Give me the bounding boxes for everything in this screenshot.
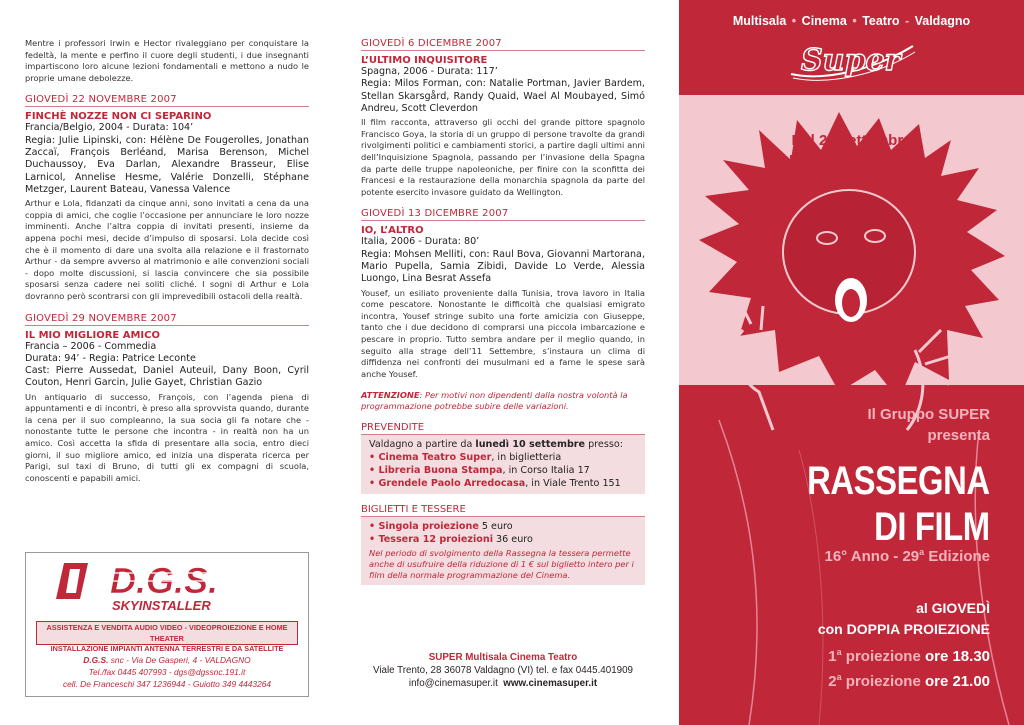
cinema-name-rest: Multisala Cinema Teatro	[462, 652, 578, 663]
film-date: GIOVEDÌ 29 NOVEMBRE 2007	[25, 313, 309, 326]
ticket-name: Tessera 12 proiezioni	[378, 534, 493, 546]
festival-title-line: DI FILM	[874, 505, 990, 549]
ad-company: D.G.S.	[83, 655, 109, 665]
screening-time	[828, 667, 990, 692]
venue-location: , in Corso Italia 17	[502, 465, 590, 477]
film-date: GIOVEDÌ 13 DICEMBRE 2007	[361, 208, 645, 221]
venue-name: Grendele Paolo Arredocasa	[378, 478, 526, 490]
film-synopsis: Yousef, un esiliato proveniente dalla Tunisia, trova lavoro in Italia come pescatore. Nonostante le difficoltà che qualsiasi emigrato incontra, Yousef stringe subito una forte amicizia con Giuseppe, tanto che i due decidono di comprarsi una piccola imbarcazione e pescare in proprio. Tutto sembra andare per il meglio quando, in seguito alla strage dell’11 Settembre, s’instaura un clima di diffidenza nei confronti dei musulmani ed a farne le spese sarà anche Yousef.	[361, 287, 645, 379]
film-title: IO, L’ALTRO	[361, 225, 424, 237]
film-meta	[361, 236, 645, 285]
ad-services-line: INSTALLAZIONE IMPIANTI ANTENNA TERRESTRI E DA SATELLITE	[50, 644, 284, 653]
ad-phone: Tel./fax 0445 407993 - dgs@dgssnc.191.it	[88, 667, 246, 677]
festival-title	[807, 458, 990, 550]
biglietti-note: Nel periodo di svolgimento della Rassegna la tessera permette anche di usufruire della riduzione di 1 € sul biglietto intero per i film della normale programmazione del Cinema.	[369, 548, 634, 581]
ticket-price: 5 euro	[478, 521, 513, 533]
list-item: • Libreria Buona Stampa, in Corso Italia 17	[369, 465, 590, 477]
venue-location: , in biglietteria	[491, 452, 562, 464]
film-meta-line: Durata: 94’ - Regia: Patrice Leconte	[25, 352, 196, 364]
bullet-icon: •	[791, 14, 797, 28]
film-synopsis: Un antiquario di successo, François, con l’agenda piena di appuntamenti e di incontri, è preso alla sprovvista quando, durante la cena per il suo compleanno, la sua socia gli fa notare che - nonostante tutte le persone che incontra - in realtà non ha un amico. Così accetta la sfida di presentare alla socia, entro dieci giorni, il suo migliore amico, ed inizia una disperata ricerca per Parigi, sul taxi di Bruno, di tutti gli ex compagni di scuola, conoscenti e papabili amici.	[25, 391, 309, 483]
ad-contact-info	[26, 654, 308, 690]
super-logo-text: Super	[801, 43, 901, 78]
bullet-icon: •	[852, 14, 857, 28]
column-middle	[361, 38, 645, 585]
film-meta-line: Francia – 2006 - Commedia	[25, 340, 157, 352]
list-item: • Tessera 12 proiezioni 36 euro	[369, 534, 533, 546]
screening-label: proiezione	[841, 673, 925, 690]
cinema-name-bold: SUPER	[428, 652, 463, 663]
screening-number: 1	[828, 648, 837, 665]
venue-header-item: Cinema	[801, 14, 847, 28]
film-entry	[25, 94, 309, 302]
cinema-contact	[361, 651, 645, 690]
dgs-advertisement	[25, 552, 309, 697]
prevendite-intro	[369, 438, 637, 451]
film-meta-line: Francia/Belgio, 2004 - Durata: 104’	[25, 122, 194, 134]
film-title: IL MIO MIGLIORE AMICO	[25, 329, 160, 341]
venue-header-item: Teatro	[862, 14, 900, 28]
festival-date-start: Dal 20 settembre	[791, 132, 912, 149]
prevendite-box	[361, 435, 645, 494]
column-left	[25, 38, 309, 484]
film-entry	[361, 38, 645, 198]
edition-superscript: a	[919, 547, 925, 557]
film-date: GIOVEDÌ 22 NOVEMBRE 2007	[25, 94, 309, 107]
attention-note	[361, 390, 645, 412]
cinema-web	[361, 677, 645, 690]
prevendite-date: lunedì 10 settembre	[475, 439, 586, 451]
film-date: GIOVEDÌ 6 DICEMBRE 2007	[361, 38, 645, 51]
screening-day	[818, 598, 990, 640]
edition-label: Edizione	[924, 548, 990, 565]
list-item: • Cinema Teatro Super, in biglietteria	[369, 452, 562, 464]
festival-date-end: al 13 dicembre 2007	[780, 153, 923, 170]
ad-address-rest: snc - Via De Gasperi, 4 - VALDAGNO	[108, 655, 251, 665]
cinema-email[interactable]: info@cinemasuper.it	[408, 678, 498, 689]
film-meta-line: Regia: Mohsen Melliti, con: Raul Bova, Giovanni Martorana, Mario Pupella, Samia Zibidi, Davide Lo Verde, Alessia Luongo, Lina Besrat Assefa	[361, 248, 645, 285]
list-item: • Singola proiezione 5 euro	[369, 521, 513, 533]
venue-name: Libreria Buona Stampa	[378, 465, 503, 477]
film-meta-line: Regia: Julie Lipinski, con: Hélène De Fougerolles, Jonathan Zaccaï, François Berléand, Marisa Berenson, Michel Duchaussoy, Eva Darlan, Alexandre Brasseur, Elise Larnicol, Annelise Hesme, Valérie Donzelli, Stéphane Metzger, Laurent Bateau, Vanessa Valence	[25, 134, 309, 195]
festival-edition	[825, 547, 991, 565]
ad-mobile: cell. De Franceschi 347 1236944 - Guiotto 349 4443264	[62, 679, 272, 689]
presenter	[867, 404, 990, 446]
biglietti-heading: BIGLIETTI E TESSERE	[361, 504, 645, 517]
film-title: L’ULTIMO INQUISITORE	[361, 55, 488, 66]
film-meta-line: Cast: Pierre Aussedat, Daniel Auteuil, Dany Boon, Cyril Couton, Henri Garcin, Julie Gayet, Christian Gazio	[25, 365, 309, 389]
dgs-logo-text: D.G.S.	[110, 560, 219, 601]
screening-format-line: con DOPPIA PROIEZIONE	[817, 621, 990, 637]
venue-name: Cinema Teatro Super	[378, 452, 492, 464]
ticket-price: 36 euro	[493, 534, 533, 546]
intro-text: Mentre i professori Irwin e Hector rivaleggiano per conquistare la fedeltà, la mente e perfino il cuore degli studenti, i due insegnanti impartiscono loro alcune lezioni fondamentali e mettono a nudo le proprie umane debolezze.	[25, 38, 309, 83]
ad-address	[26, 654, 308, 666]
screening-times	[828, 642, 990, 692]
attention-text: : Per motivi non dipendenti dalla nostra volontà la programmazione potrebbe subire delle variazioni.	[361, 390, 628, 412]
biglietti-box	[361, 517, 645, 585]
super-logo	[787, 38, 917, 84]
film-title: FINCHÈ NOZZE NON CI SEPARINO	[25, 111, 212, 123]
film-entry	[361, 208, 645, 380]
screening-label: proiezione	[841, 648, 925, 665]
venue-header-item: Multisala	[732, 14, 787, 28]
cinema-website[interactable]: www.cinemasuper.it	[503, 678, 598, 689]
edition-year: 16° Anno - 29	[824, 548, 920, 565]
presenter-verb: presenta	[927, 427, 990, 444]
film-meta	[361, 66, 645, 115]
screening-number: 2	[828, 673, 837, 690]
film-meta-line: Regia: Milos Forman, con: Natalie Portman, Javier Bardem, Stellan Skarsgård, Randy Quaid, Wael Al Moubayed, Simó Andreu, Scott Cleverdon	[361, 78, 645, 114]
cinema-address: Viale Trento, 28 36078 Valdagno (VI) tel. e fax 0445.401909	[373, 665, 633, 676]
skyinstaller-label: SKYINSTALLER	[112, 598, 211, 613]
screening-hour: ore 21.00	[924, 673, 990, 690]
presenter-name: Il Gruppo SUPER	[867, 406, 990, 423]
screening-day-line: al GIOVEDÌ	[916, 600, 990, 616]
screening-superscript: a	[836, 672, 842, 682]
cinema-name	[361, 651, 645, 664]
festival-dates	[679, 130, 1024, 172]
film-synopsis: Il film racconta, attraverso gli occhi del grande pittore spagnolo Francisco Goya, la storia di un gruppo di persone travolte da grandi rivolgimenti politici e cambiamenti storici, a partire dagli ultimi anni dell’Inquisizione Spagnola, passando per l’invasione della Spagna da parte delle truppe napoleoniche, per finire con la sconfitta dei Francesi e la restaurazione della monarchia spagnola da parte del potente esercito invasore guidato da Wellington.	[361, 117, 645, 197]
attention-label: ATTENZIONE	[361, 390, 420, 401]
ad-services-band	[36, 621, 298, 653]
film-meta	[25, 341, 309, 390]
ad-services-line: ASSISTENZA E VENDITA AUDIO VIDEO - VIDEOPROIEZIONE E HOME THEATER	[46, 623, 288, 643]
venue-location: , in Viale Trento 151	[525, 478, 621, 490]
list-item: • Grendele Paolo Arredocasa, in Viale Trento 151	[369, 478, 621, 490]
venue-header	[679, 14, 1024, 28]
screening-time	[828, 642, 990, 667]
film-meta	[25, 122, 309, 196]
prevendite-intro-c: presso:	[585, 439, 623, 451]
festival-title-line: RASSEGNA	[807, 459, 990, 503]
cover-panel	[679, 0, 1024, 725]
screening-hour: ore 18.30	[924, 648, 990, 665]
dash-separator: -	[904, 14, 910, 28]
film-entry	[25, 313, 309, 485]
film-synopsis: Arthur e Lola, fidanzati da cinque anni, sono invitati a cena da una coppia di amici, che coglie l’occasione per annunciare le loro nozze imminenti. Anche l’altra coppia di invitati presenti, insieme da appena pochi mesi, decide d’impulso di sposarsi. Lola decide così che è il momento di dare una svolta alla relazione e il frastornato Arthur - da sempre avverso al matrimonio e alle convenzioni sociali - dopo molte discussioni, si lascia convincere che sia possibile sposarsi senza cadere nei soliti cliché. I sogni di Arthur e Lola dovranno però scontrarsi con gli imprevedibili ostacoli della realtà.	[25, 198, 309, 301]
prevendite-heading: PREVENDITE	[361, 422, 645, 435]
film-meta-line: Spagna, 2006 - Durata: 117’	[361, 66, 498, 77]
prevendite-intro-a: Valdagno a partire da	[369, 439, 476, 451]
screening-superscript: a	[836, 647, 842, 657]
film-meta-line: Italia, 2006 - Durata: 80’	[361, 236, 480, 248]
venue-header-item: Valdagno	[914, 14, 971, 28]
ticket-name: Singola proiezione	[378, 521, 479, 533]
